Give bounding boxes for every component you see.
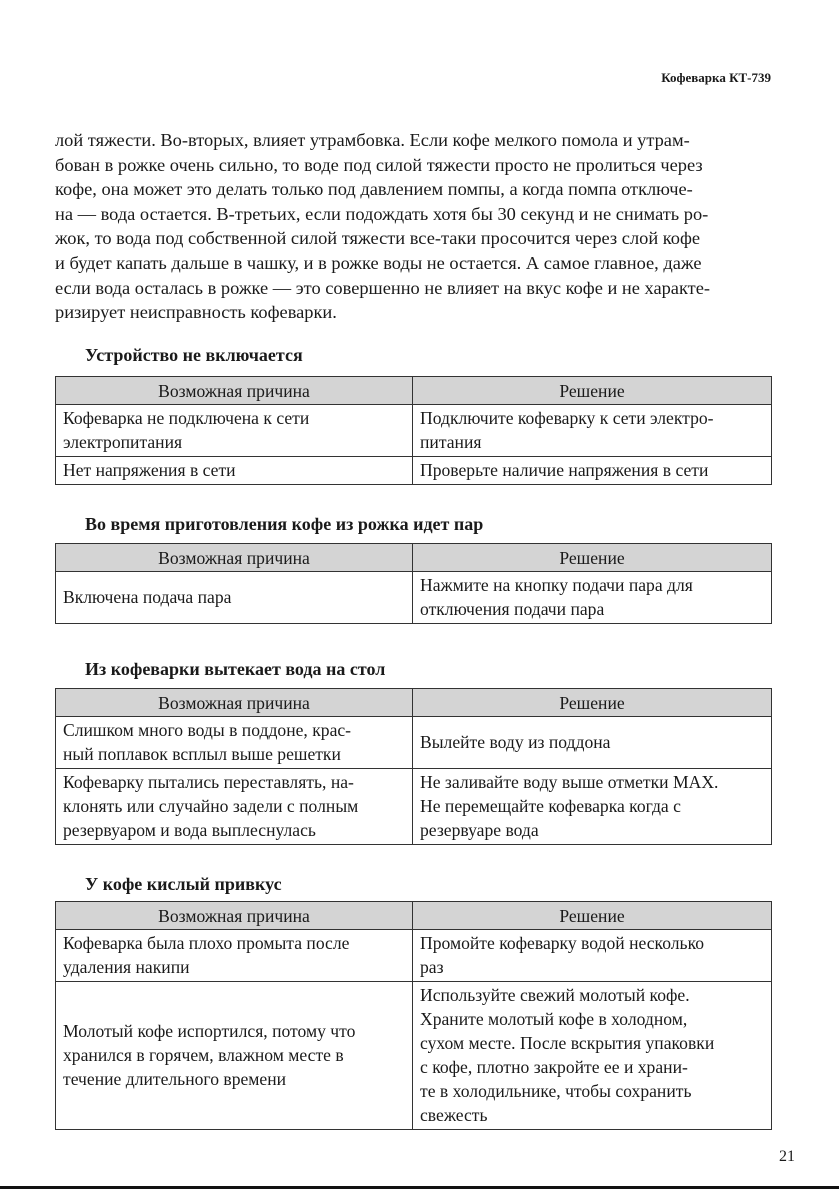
table-header-row: [56, 902, 772, 930]
table-header-row: [56, 544, 772, 572]
cell-line: резервуаром и вода выплеснулась: [63, 820, 316, 840]
solution-cell: [413, 457, 772, 485]
cell-line: Включена подача пара: [63, 587, 232, 607]
intro-line: если вода осталась в рожке — это совершенно не влияет на вкус кофе и не характе-: [55, 277, 710, 298]
cell-line: раз: [420, 957, 444, 977]
solution-cell: [413, 930, 772, 982]
cell-line: Нажмите на кнопку подачи пара для: [420, 575, 693, 595]
cell-line: Промойте кофеварку водой несколько: [420, 933, 705, 953]
page-number: 21: [779, 1148, 795, 1165]
table-row: [56, 982, 772, 1130]
cause-cell: [56, 717, 413, 769]
cell-line: Проверьте наличие напряжения в сети: [420, 460, 709, 480]
column-header-solution: Решение: [413, 544, 772, 572]
solution-cell: [413, 769, 772, 845]
section-title-leak: Из кофеварки вытекает вода на стол: [85, 659, 386, 679]
table-row: [56, 572, 772, 624]
cell-line: хранился в горячем, влажном месте в: [63, 1045, 344, 1065]
table-header-row: [56, 377, 772, 405]
intro-line: бован в рожке очень сильно, то воде под силой тяжести просто не пролиться через: [55, 154, 703, 175]
cause-cell: [56, 405, 413, 457]
cell-line: Кофеварка не подключена к сети: [63, 408, 310, 428]
intro-line: жок, то вода под собственной силой тяжести все-таки просочится через слой кофе: [55, 228, 701, 249]
cell-line: ный поплавок всплыл выше решетки: [63, 744, 341, 764]
column-header-cause: Возможная причина: [56, 377, 413, 405]
table-row: [56, 405, 772, 457]
column-header-cause: Возможная причина: [56, 544, 413, 572]
cell-line: свежесть: [420, 1105, 488, 1125]
cell-line: Слишком много воды в поддоне, крас-: [63, 720, 352, 740]
intro-paragraph: [55, 128, 775, 325]
column-header-solution: Решение: [413, 377, 772, 405]
troubleshooting-table-no-power: [55, 376, 772, 485]
cause-cell: [56, 572, 413, 624]
table-header-row: [56, 689, 772, 717]
cell-line: Кофеварку пытались переставлять, на-: [63, 772, 354, 792]
cell-line: Не перемещайте кофеварка когда с: [420, 796, 681, 816]
troubleshooting-table-steam: [55, 543, 772, 624]
cell-line: питания: [420, 432, 482, 452]
table-row: [56, 930, 772, 982]
intro-line: лой тяжести. Во-вторых, влияет утрамбовка. Если кофе мелкого помола и утрам-: [55, 130, 690, 150]
cell-line: отключения подачи пара: [420, 599, 605, 619]
cell-line: те в холодильнике, чтобы сохранить: [420, 1081, 692, 1101]
solution-cell: [413, 717, 772, 769]
cell-line: Вылейте воду из поддона: [420, 732, 611, 752]
cell-line: с кофе, плотно закройте ее и храни-: [420, 1057, 688, 1077]
table-row: [56, 457, 772, 485]
solution-cell: [413, 405, 772, 457]
cell-line: Подключите кофеварку к сети электро-: [420, 408, 714, 428]
cause-cell: [56, 457, 413, 485]
column-header-solution: Решение: [413, 902, 772, 930]
intro-line: и будет капать дальше в чашку, и в рожке воды не остается. А самое главное, даже: [55, 252, 702, 273]
cell-line: Кофеварка была плохо промыта после: [63, 933, 350, 953]
cell-line: Используйте свежий молотый кофе.: [420, 985, 690, 1005]
column-header-cause: Возможная причина: [56, 689, 413, 717]
cause-cell: [56, 982, 413, 1130]
column-header-solution: Решение: [413, 689, 772, 717]
cell-line: резервуаре вода: [420, 820, 539, 840]
cause-cell: [56, 930, 413, 982]
intro-line: кофе, она может это делать только под давлением помпы, а когда помпа отключе-: [55, 179, 693, 200]
solution-cell: [413, 572, 772, 624]
cause-cell: [56, 769, 413, 845]
troubleshooting-table-sour-taste: [55, 901, 772, 1130]
section-title-sour-taste: У кофе кислый привкус: [85, 874, 282, 894]
intro-line: ризирует неисправность кофеварки.: [55, 302, 337, 323]
cell-line: удаления накипи: [63, 957, 190, 977]
cell-line: Храните молотый кофе в холодном,: [420, 1009, 688, 1029]
intro-line: на — вода остается. В-третьих, если подождать хотя бы 30 секунд и не снимать ро-: [55, 203, 709, 224]
column-header-cause: Возможная причина: [56, 902, 413, 930]
cell-line: Не заливайте воду выше отметки MAX.: [420, 772, 719, 792]
solution-cell: [413, 982, 772, 1130]
running-header: Кофеварка КТ-739: [661, 70, 771, 85]
cell-line: течение длительного времени: [63, 1069, 287, 1089]
troubleshooting-table-leak: [55, 688, 772, 845]
cell-line: Нет напряжения в сети: [63, 460, 236, 480]
section-title-steam: Во время приготовления кофе из рожка идет пар: [85, 514, 484, 534]
cell-line: Молотый кофе испортился, потому что: [63, 1021, 356, 1041]
table-row: [56, 769, 772, 845]
cell-line: сухом месте. После вскрытия упаковки: [420, 1033, 715, 1053]
table-row: [56, 717, 772, 769]
cell-line: клонять или случайно задели с полным: [63, 796, 359, 816]
section-title-no-power: Устройство не включается: [85, 345, 303, 365]
cell-line: электропитания: [63, 432, 183, 452]
